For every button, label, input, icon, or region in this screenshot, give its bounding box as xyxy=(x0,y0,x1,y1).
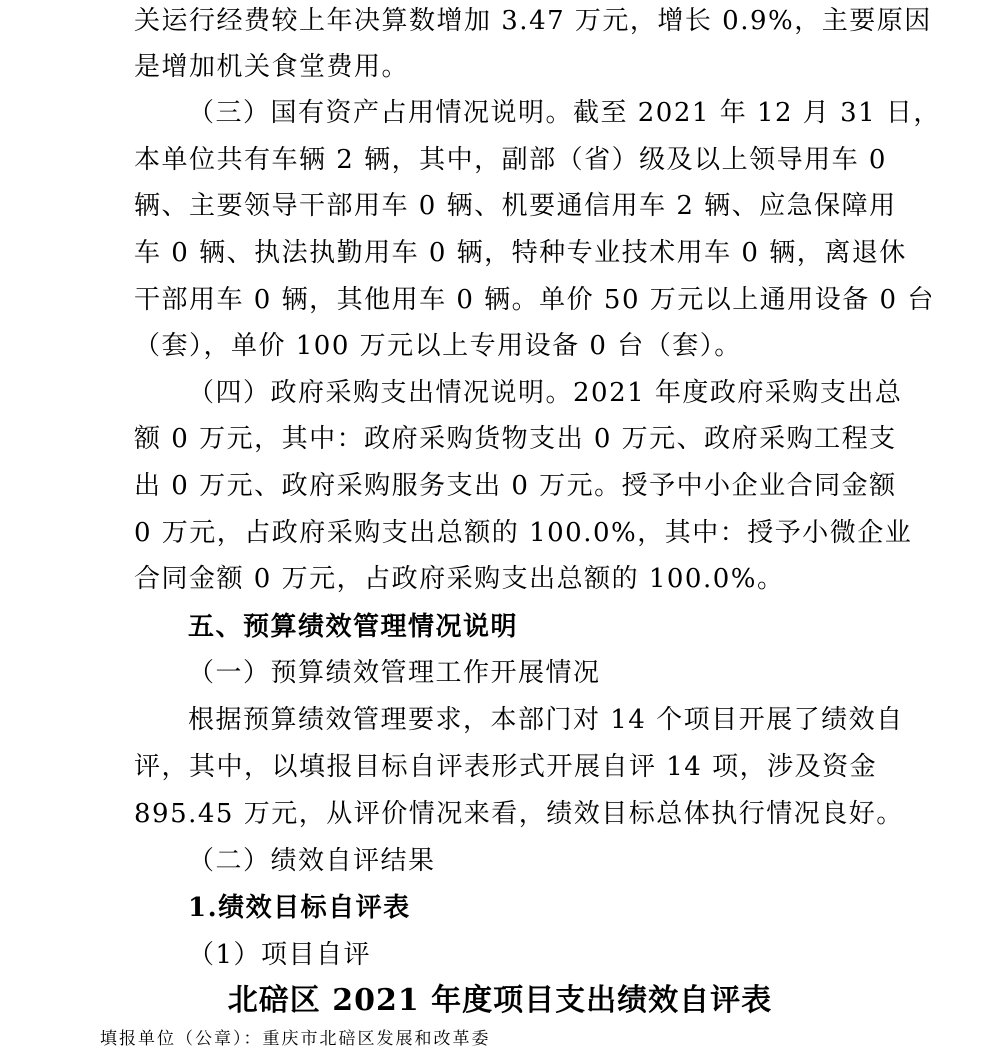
paragraph-line: 本单位共有车辆 2 辆，其中，副部（省）级及以上领导用车 0 xyxy=(134,145,887,175)
subsection-heading: （二）绩效自评结果 xyxy=(188,846,436,876)
paragraph-line: 关运行经费较上年决算数增加 3.47 万元，增长 0.9%，主要原因 xyxy=(134,6,932,36)
paragraph-line: 895.45 万元，从评价情况来看，绩效目标总体执行情况良好。 xyxy=(134,799,904,829)
paragraph-line: 评，其中，以填报目标自评表形式开展自评 14 项，涉及资金 xyxy=(134,752,878,782)
paragraph-line: 根据预算绩效管理要求，本部门对 14 个项目开展了绩效自 xyxy=(188,705,904,735)
section-heading: 五、预算绩效管理情况说明 xyxy=(188,612,519,642)
item-subheading: （1）项目自评 xyxy=(188,940,372,970)
paragraph-line: 合同金额 0 万元，占政府采购支出总额的 100.0%。 xyxy=(134,564,785,594)
paragraph-line: 车 0 辆、执法执勤用车 0 辆，特种专业技术用车 0 辆，离退休 xyxy=(134,238,907,268)
paragraph-line: 是增加机关食堂费用。 xyxy=(134,52,410,82)
item-heading: 1.绩效目标自评表 xyxy=(188,893,411,923)
paragraph-line: 辆、主要领导干部用车 0 辆、机要通信用车 2 辆、应急保障用 xyxy=(134,191,897,221)
paragraph-line: 出 0 万元、政府采购服务支出 0 万元。授予中小企业合同金额 xyxy=(134,471,897,501)
paragraph-line: 额 0 万元，其中：政府采购货物支出 0 万元、政府采购工程支 xyxy=(134,424,897,454)
paragraph-line: （四）政府采购支出情况说明。2021 年度政府采购支出总 xyxy=(188,378,903,408)
paragraph-line: （三）国有资产占用情况说明。截至 2021 年 12 月 31 日， xyxy=(188,98,941,128)
filler-unit: 填报单位（公章）：重庆市北碚区发展和改革委 xyxy=(100,1029,491,1049)
paragraph-line: 0 万元，占政府采购支出总额的 100.0%，其中：授予小微企业 xyxy=(134,518,913,548)
table-title: 北碚区 2021 年度项目支出绩效自评表 xyxy=(227,983,773,1018)
subsection-heading: （一）预算绩效管理工作开展情况 xyxy=(188,658,601,688)
paragraph-line: （套），单价 100 万元以上专用设备 0 台（套）。 xyxy=(134,331,742,361)
paragraph-line: 干部用车 0 辆，其他用车 0 辆。单价 50 万元以上通用设备 0 台 xyxy=(134,285,935,315)
